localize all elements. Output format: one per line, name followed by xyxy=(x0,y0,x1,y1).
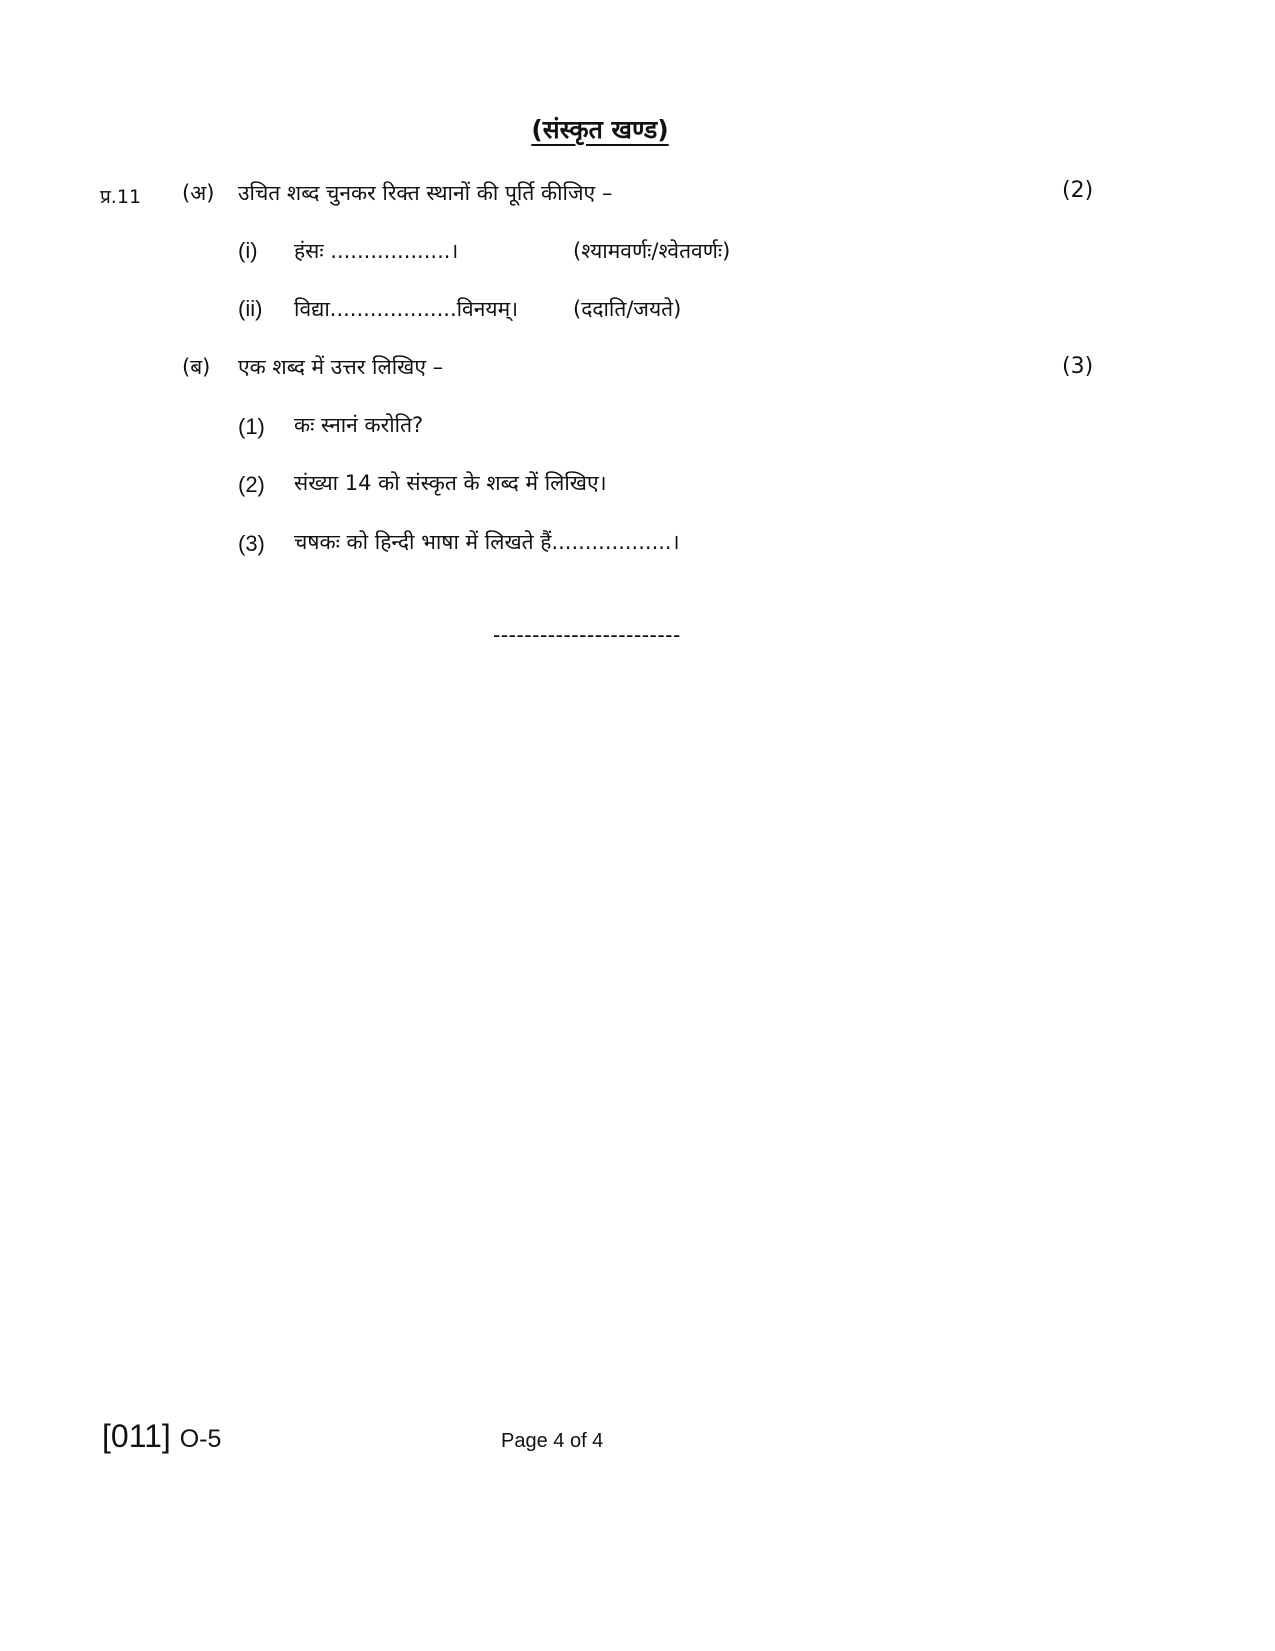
set-code: O-5 xyxy=(179,1425,222,1453)
part-b-instruction: एक शब्द में उत्तर लिखिए – xyxy=(238,355,444,379)
end-divider: ------------------------ xyxy=(493,622,681,647)
part-b-marks: (3) xyxy=(1062,354,1094,379)
part-b-item-label: (1) xyxy=(238,414,265,439)
part-a-instruction: उचित शब्द चुनकर रिक्त स्थानों की पूर्ति कीजिए – xyxy=(238,181,613,205)
part-a-item-options: (ददाति/जयते) xyxy=(573,297,682,321)
part-b-item-label: (2) xyxy=(238,472,265,497)
page-number: Page 4 of 4 xyxy=(501,1430,604,1452)
question-number: प्र.11 xyxy=(100,186,142,208)
part-b-item-text: चषकः को हिन्दी भाषा में लिखते हैं..................। xyxy=(294,530,680,554)
part-a-item-text: विद्या...................विनयम्। xyxy=(294,297,519,321)
paper-code: [011] xyxy=(102,1418,171,1454)
part-b-item-text: संख्या 14 को संस्कृत के शब्द में लिखिए। xyxy=(294,471,607,495)
section-title: (संस्कृत खण्ड) xyxy=(531,115,669,144)
part-a-item-label: (i) xyxy=(238,238,258,263)
part-b-item-text: कः स्नानं करोति? xyxy=(294,413,424,437)
part-a-marks: (2) xyxy=(1062,178,1094,203)
part-a-item-label: (ii) xyxy=(238,296,263,321)
part-a-item-text: हंसः ..................। xyxy=(294,239,459,263)
part-a-item-options: (श्यामवर्णः/श्वेतवर्णः) xyxy=(573,239,731,263)
part-b-label: (ब) xyxy=(182,355,211,379)
footer-code xyxy=(102,1418,221,1455)
part-a-label: (अ) xyxy=(182,181,215,205)
part-b-item-label: (3) xyxy=(238,531,265,556)
